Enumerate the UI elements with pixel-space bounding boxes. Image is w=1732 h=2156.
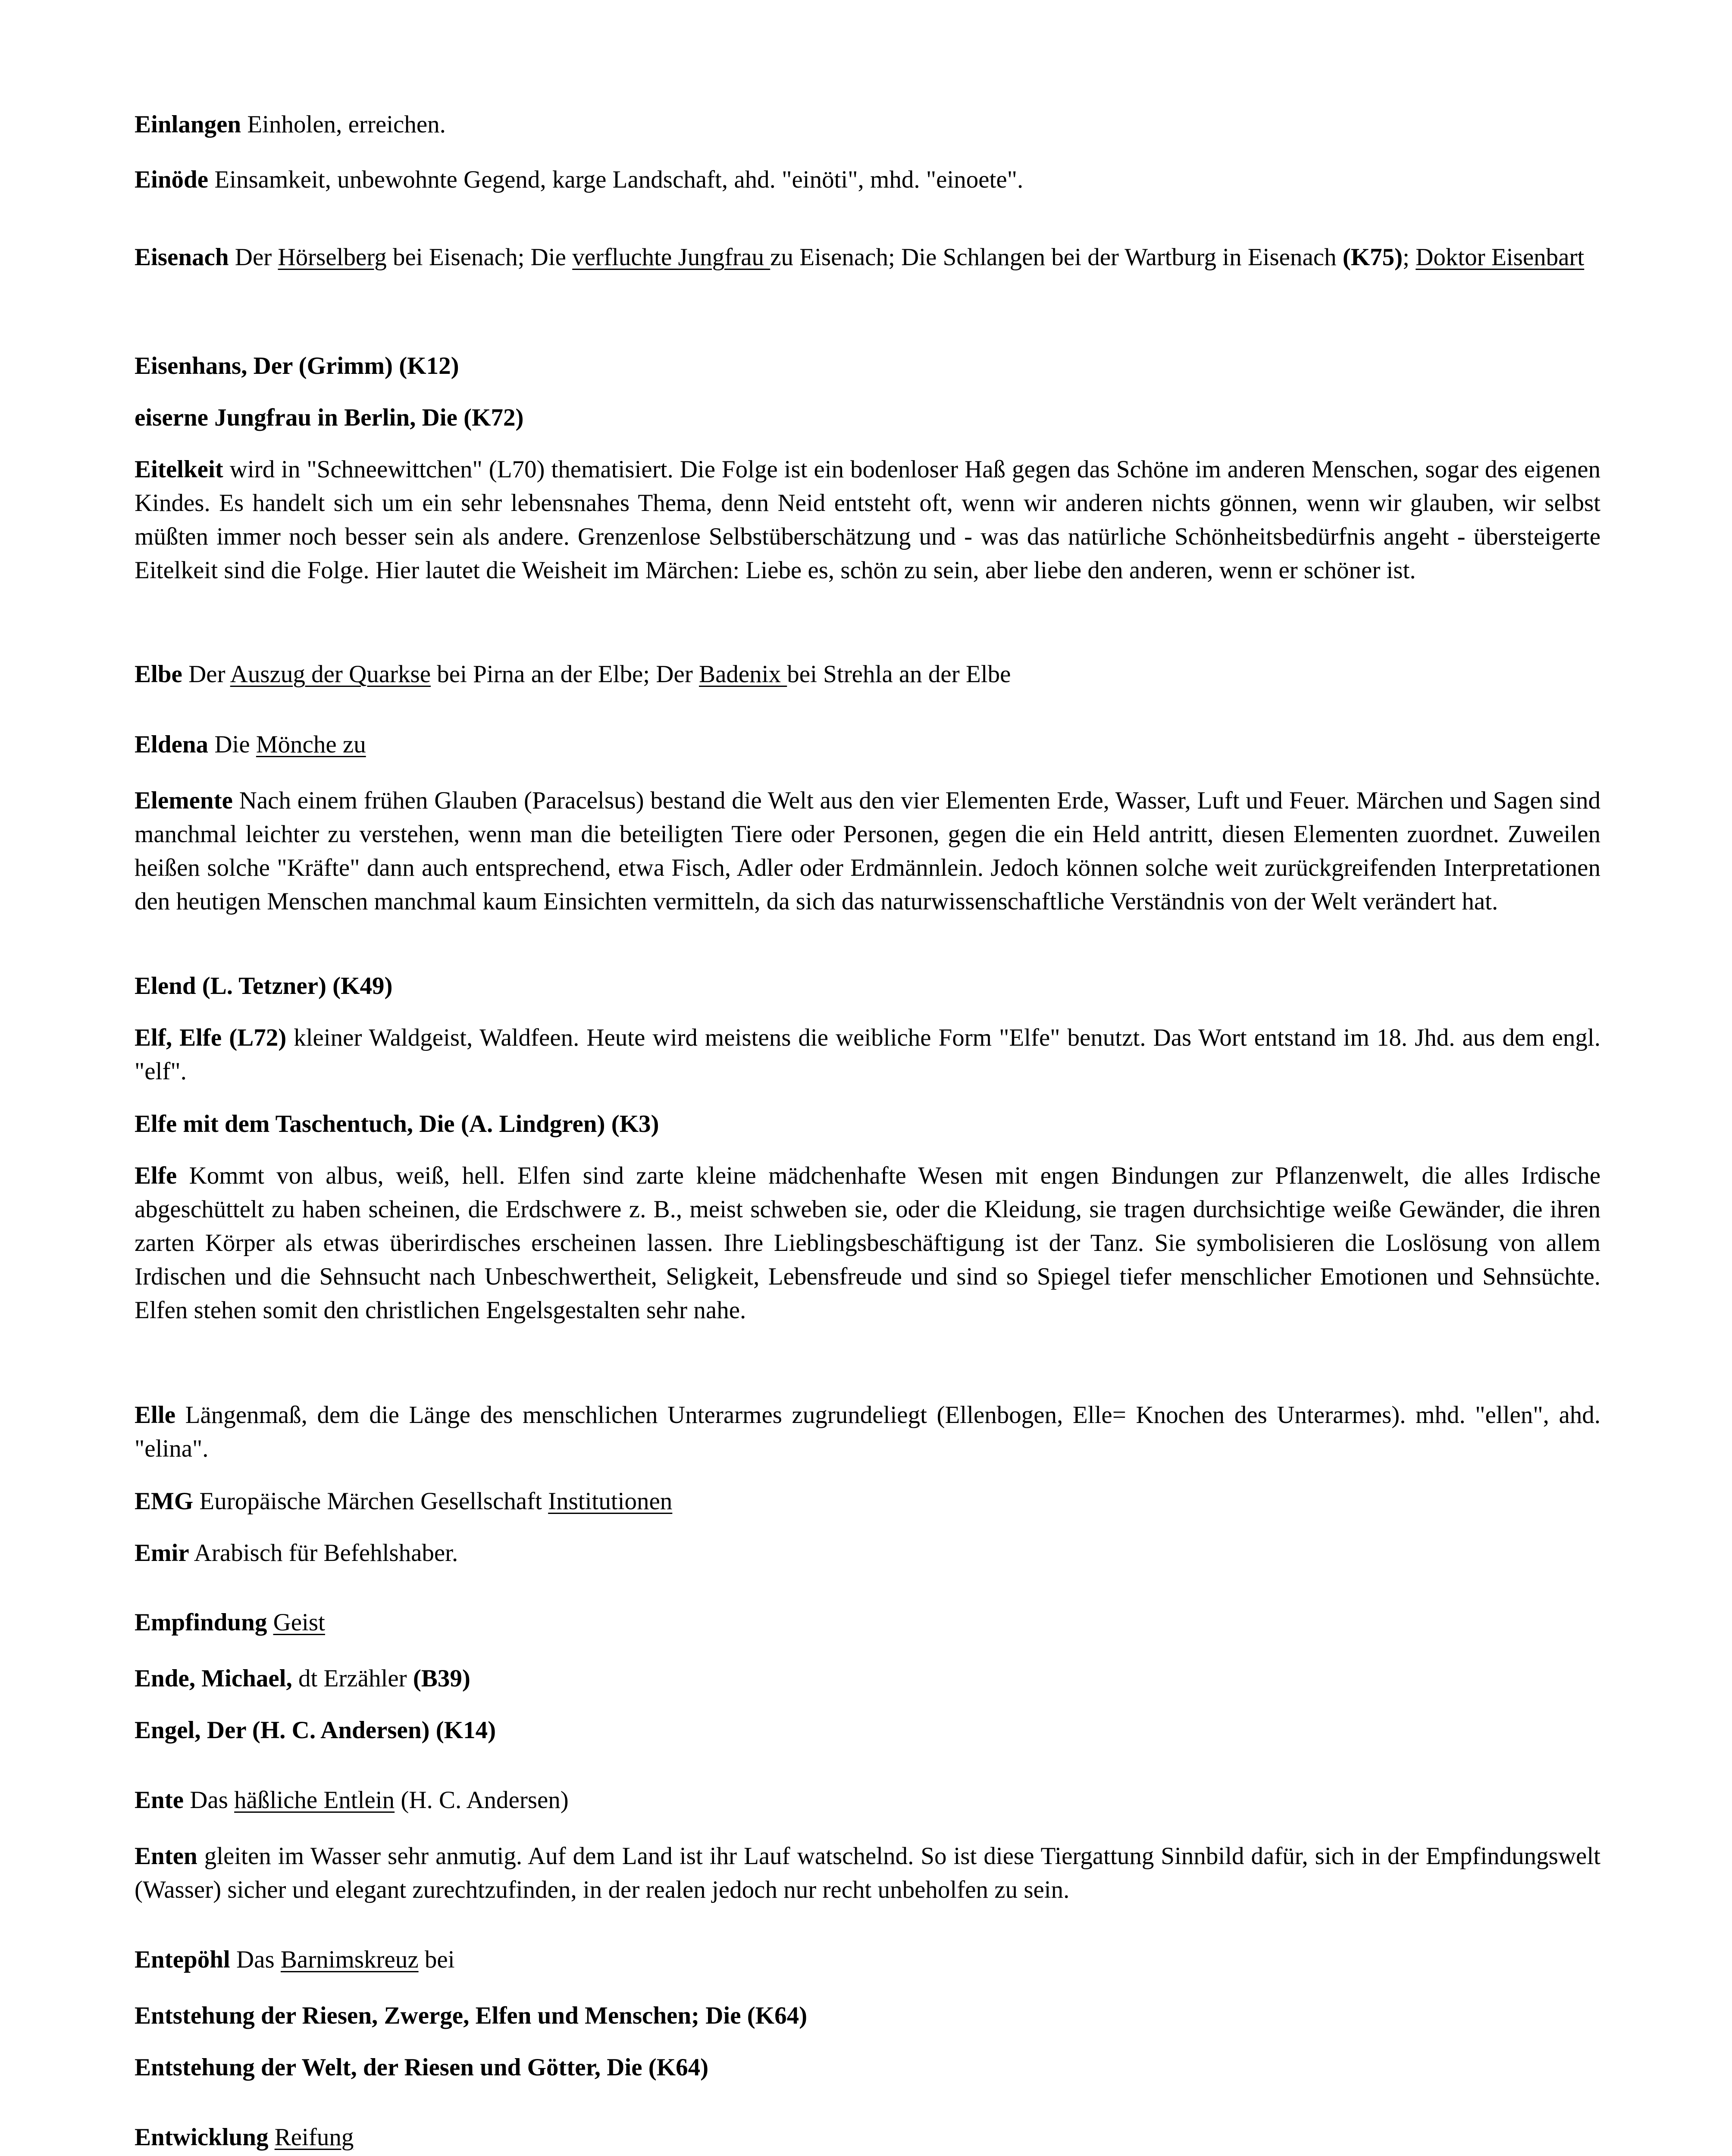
entry-ente: Ente Das häßliche Entlein (H. C. Andersen) bbox=[135, 1786, 569, 1814]
entry-term: Eitelkeit bbox=[135, 456, 223, 483]
entry-term: Entwicklung bbox=[135, 2124, 269, 2151]
entry-einlangen bbox=[135, 108, 1600, 141]
link-doktor-eisenbart[interactable]: Doktor Eisenbart bbox=[1416, 244, 1585, 271]
entry-text: wird in "Schneewittchen" (L70) thematisiert. Die Folge ist ein bodenloser Haß gegen das Schöne im anderen Menschen, sogar des eigenen Kindes. Es handelt sich um ein sehr lebensnahes Thema, denn Neid entsteht oft, wenn wir anderen nichts gönnen, wenn wir glauben, wir selbst müßten immer noch besser sein als andere. Grenzenlose Selbstüberschätzung und - was das natürliche Schönheitsbedürfnis angeht - übersteigerte Eitelkeit sind die Folge. Hier lautet die Weisheit im Märchen: Liebe es, schön zu sein, aber liebe den anderen, wenn er schöner ist. bbox=[135, 456, 1600, 584]
entry-elemente bbox=[135, 784, 1600, 918]
link-barnimskreuz[interactable]: Barnimskreuz bbox=[280, 1946, 419, 1973]
entry-eisenach: Eisenach Der Hörselberg bei Eisenach; Die verfluchte Jungfrau zu Eisenach; Die Schlangen bei der Wartburg in Eisenach (K75); Doktor Eisenbart bbox=[135, 244, 1585, 271]
entry-term: Entstehung der Welt, der Riesen und Götter, Die (K64) bbox=[135, 2054, 709, 2081]
entry-enten bbox=[135, 1839, 1600, 1907]
link-geist[interactable]: Geist bbox=[273, 1609, 325, 1636]
entry-text: Nach einem frühen Glauben (Paracelsus) bestand die Welt aus den vier Elementen Erde, Wasser, Luft und Feuer. Märchen und Sagen sind manchmal leichter zu verstehen, wenn man die beteiligten Tiere oder Personen, gegen die ein Held antritt, diesen Elementen zuordnet. Zuweilen heißen solche "Kräfte" dann auch entsprechend, etwa Fisch, Adler oder Erdmännlein. Jedoch können solche weit zurückgreifenden Interpretationen den heutigen Menschen manchmal kaum Einsichten vermitteln, da sich das naturwissenschaftliche Verständnis von der Welt verändert hat. bbox=[135, 787, 1600, 915]
link-moenche-zu[interactable]: Mönche zu bbox=[256, 731, 366, 758]
entry-emg: EMG Europäische Märchen Gesellschaft Institutionen bbox=[135, 1488, 673, 1515]
entry-term: Elemente bbox=[135, 787, 233, 814]
entry-term: Elle bbox=[135, 1401, 175, 1429]
link-haessliche-entlein[interactable]: häßliche Entlein bbox=[234, 1786, 395, 1814]
entry-term: Eisenhans, Der (Grimm) (K12) bbox=[135, 352, 459, 379]
link-hoerselberg[interactable]: Hörselberg bbox=[278, 244, 387, 271]
entry-term: Einlangen bbox=[135, 111, 241, 138]
entry-term: Emir bbox=[135, 1539, 189, 1567]
entry-text: Kommt von albus, weiß, hell. Elfen sind zarte kleine mädchenhafte Wesen mit engen Bindungen zur Pflanzenwelt, die alles Irdische abgeschüttelt zu haben scheinen, die Erdschwere z. B., meist schweben sie, oder die Kleidung, sie tragen durchsichtige weiße Gewänder, die ihren zarten Körper als etwas überirdisches erscheinen lassen. Ihre Lieblingsbeschäftigung ist der Tanz. Sie symbolisieren die Loslösung von allem Irdischen und die Sehnsucht nach Unbeschwertheit, Seligkeit, Lebensfreude und sind so Spiegel tiefer menschlicher Emotionen und Sehnsüchte. Elfen stehen somit den christlichen Engelsgestalten sehr nahe. bbox=[135, 1162, 1600, 1324]
entry-term: eiserne Jungfrau in Berlin, Die (K72) bbox=[135, 404, 524, 431]
entry-elle bbox=[135, 1398, 1600, 1466]
entry-engel bbox=[135, 1714, 1600, 1747]
link-institutionen[interactable]: Institutionen bbox=[548, 1488, 673, 1515]
entry-ende-michael: Ende, Michael, dt Erzähler (B39) bbox=[135, 1665, 470, 1692]
entry-text: Einholen, erreichen. bbox=[241, 111, 446, 138]
entry-entwicklung bbox=[135, 2121, 1600, 2154]
entry-eldena: Eldena Die Mönche zu bbox=[135, 731, 366, 758]
entry-text: Einsamkeit, unbewohnte Gegend, karge Landschaft, ahd. "einöti", mhd. "einoete". bbox=[208, 166, 1024, 193]
entry-term: Elend (L. Tetzner) (K49) bbox=[135, 972, 393, 1000]
entry-term: EMG bbox=[135, 1488, 194, 1515]
entry-term: Elf, Elfe (L72) bbox=[135, 1024, 287, 1051]
entry-term: Empfindung bbox=[135, 1609, 267, 1636]
entry-term: Ente bbox=[135, 1786, 184, 1814]
entry-emir bbox=[135, 1536, 1600, 1570]
entry-term: Eldena bbox=[135, 731, 209, 758]
entry-elend bbox=[135, 969, 1600, 1003]
entry-elbe: Elbe Der Auszug der Quarkse bei Pirna an der Elbe; Der Badenix bei Strehla an der Elbe bbox=[135, 661, 1011, 688]
entry-term: Enten bbox=[135, 1843, 197, 1870]
entry-elfe bbox=[135, 1159, 1600, 1327]
entry-entstehung-riesen bbox=[135, 1999, 1600, 2033]
entry-eitelkeit bbox=[135, 453, 1600, 587]
entry-term: Engel, Der (H. C. Andersen) (K14) bbox=[135, 1717, 496, 1744]
entry-term: Entstehung der Riesen, Zwerge, Elfen und Menschen; Die (K64) bbox=[135, 2002, 808, 2029]
entry-einoede bbox=[135, 163, 1600, 197]
entry-text: Arabisch für Befehlshaber. bbox=[189, 1539, 458, 1567]
entry-term: Einöde bbox=[135, 166, 209, 193]
entry-term: Elfe mit dem Taschentuch, Die (A. Lindgren) (K3) bbox=[135, 1110, 659, 1138]
link-auszug-der-quarkse[interactable]: Auszug der Quarkse bbox=[230, 661, 431, 688]
entry-text: Längenmaß, dem die Länge des menschlichen Unterarmes zugrundeliegt (Ellenbogen, Elle= Knochen des Unterarmes). mhd. "ellen", ahd. "elina". bbox=[135, 1401, 1600, 1462]
link-badenix[interactable]: Badenix bbox=[699, 661, 787, 688]
entry-term: Elfe bbox=[135, 1162, 177, 1189]
entry-term: Entepöhl bbox=[135, 1946, 230, 1973]
entry-text: gleiten im Wasser sehr anmutig. Auf dem Land ist ihr Lauf watschelnd. So ist diese Tiergattung Sinnbild dafür, sich in der Empfindungswelt (Wasser) sicher und elegant zurechtzufinden, in der realen jedoch nur recht unbeholfen zu sein. bbox=[135, 1843, 1600, 1903]
entry-term: Ende, Michael, bbox=[135, 1665, 292, 1692]
entry-eisenhans bbox=[135, 349, 1600, 383]
link-reifung[interactable]: Reifung bbox=[274, 2124, 354, 2151]
entry-text: kleiner Waldgeist, Waldfeen. Heute wird meistens die weibliche Form "Elfe" benutzt. Das Wort entstand im 18. Jhd. aus dem engl. "elf". bbox=[135, 1024, 1600, 1085]
entry-entepoehl: Entepöhl Das Barnimskreuz bei bbox=[135, 1946, 455, 1973]
entry-eiserne-jungfrau bbox=[135, 401, 1600, 435]
entry-empfindung bbox=[135, 1606, 1600, 1639]
entry-entstehung-welt bbox=[135, 2051, 1600, 2084]
link-verfluchte-jungfrau[interactable]: verfluchte Jungfrau bbox=[572, 244, 770, 271]
entry-elfe-mit-dem-taschentuch bbox=[135, 1107, 1600, 1141]
entry-term: Eisenach bbox=[135, 244, 229, 271]
entry-elf bbox=[135, 1021, 1600, 1088]
entry-term: Elbe bbox=[135, 661, 182, 688]
